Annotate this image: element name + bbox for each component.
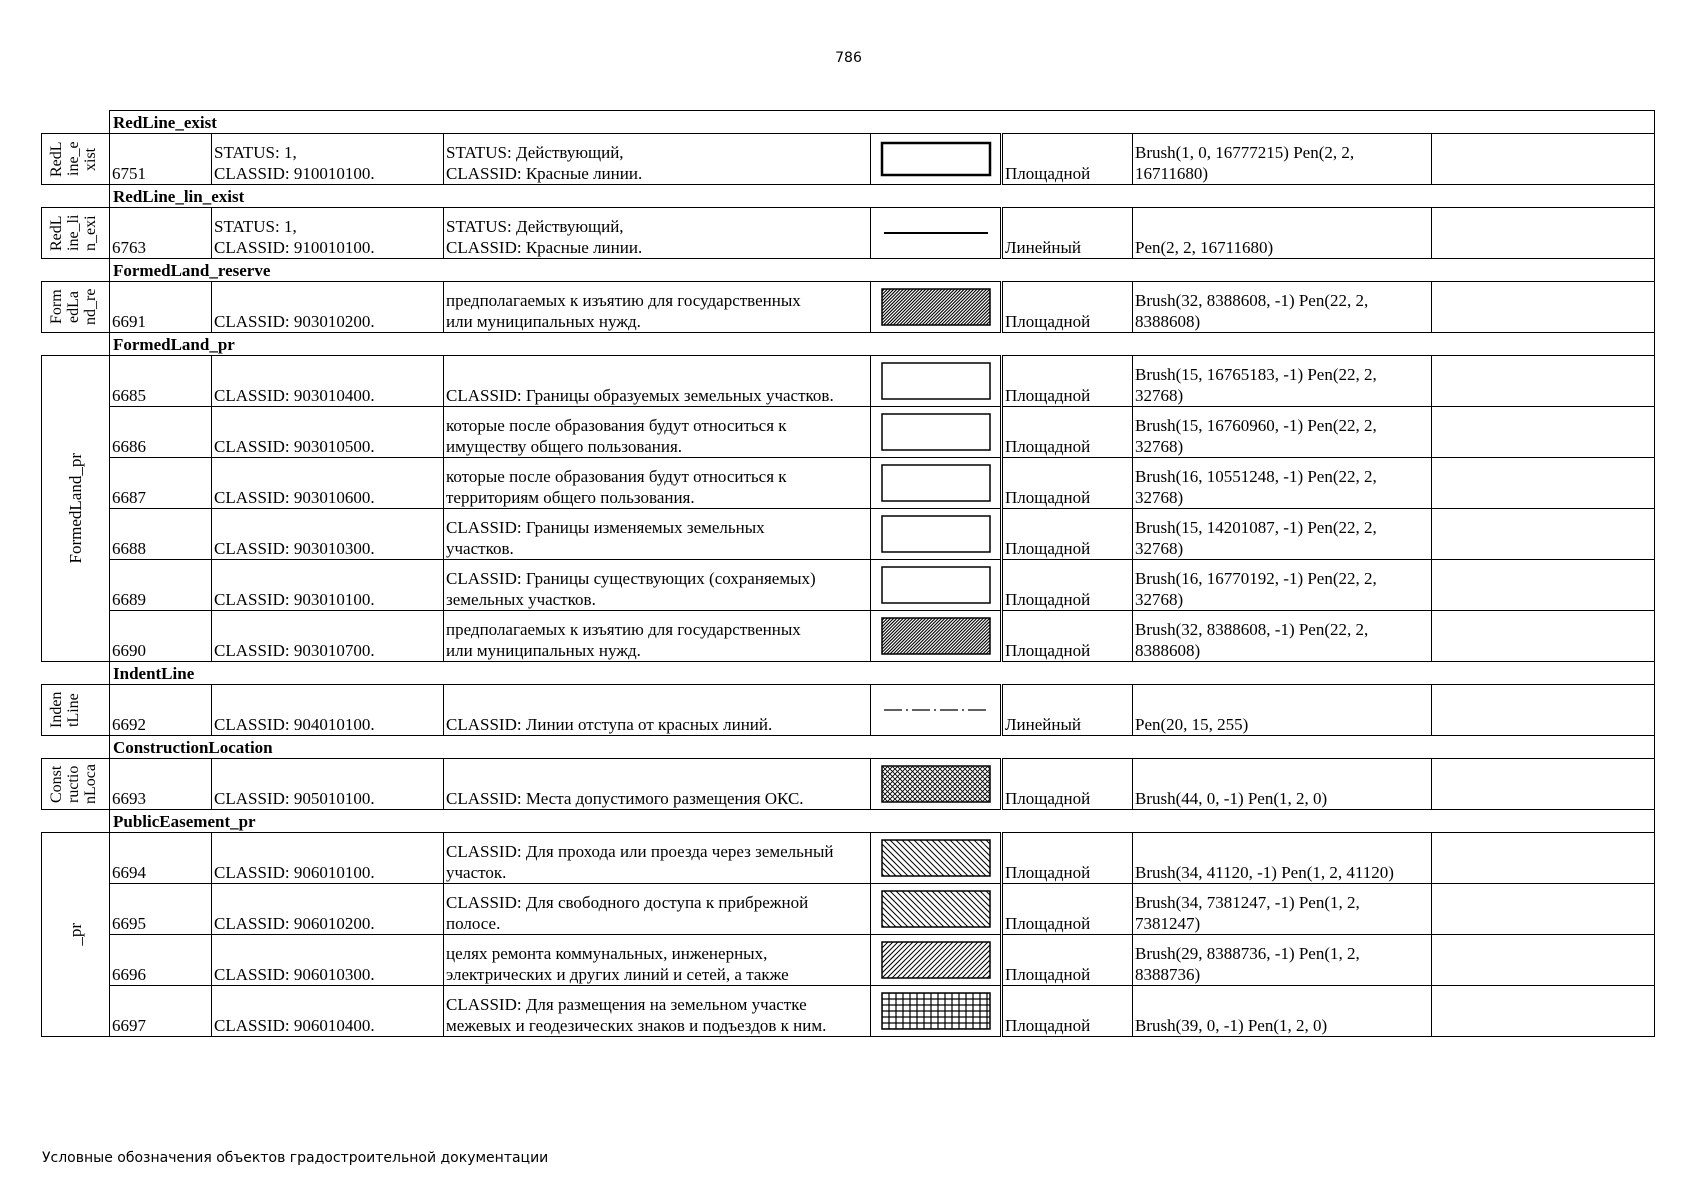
description-cell [444, 884, 871, 935]
table-row [42, 935, 1655, 986]
text-line: Brush(16, 16770192, -1) Pen(22, 2, [1135, 569, 1377, 588]
text-line: Brush(15, 16760960, -1) Pen(22, 2, [1135, 416, 1377, 435]
style-cell [1133, 134, 1432, 185]
description-cell [444, 407, 871, 458]
symbol-cell [871, 611, 1002, 662]
symbol-cell [871, 282, 1002, 333]
description-cell [444, 685, 871, 736]
text-line: 32768) [1135, 488, 1184, 507]
geometry-type-cell: Площадной [1002, 884, 1133, 935]
symbol-cell [871, 509, 1002, 560]
text-line: CLASSID: Места допустимого размещения ОКС. [446, 789, 804, 808]
style-cell [1133, 685, 1432, 736]
text-line: 8388608) [1135, 312, 1201, 331]
table-row [42, 208, 1655, 259]
symbol-cell [871, 356, 1002, 407]
text-line: CLASSID: Для прохода или проезда через земельный [446, 842, 834, 861]
text-line: CLASSID: Для свободного доступа к прибрежной [446, 893, 809, 912]
geometry-type-cell: Площадной [1002, 611, 1133, 662]
empty-cell [1432, 759, 1655, 810]
group-side-label-cell [42, 208, 110, 259]
table-row [42, 560, 1655, 611]
group-side-label-cell [42, 833, 110, 1037]
text-line: CLASSID: 910010100. [214, 164, 375, 183]
text-line: земельных участков. [446, 590, 596, 609]
text-line: CLASSID: 904010100. [214, 715, 375, 734]
text-line: Brush(32, 8388608, -1) Pen(22, 2, [1135, 291, 1369, 310]
geometry-type-cell: Линейный [1002, 685, 1133, 736]
table-row [42, 833, 1655, 884]
description-cell [444, 458, 871, 509]
attrs-cell [212, 884, 444, 935]
footer-caption: Условные обозначения объектов градостроительной документации [42, 1150, 549, 1166]
text-line: Brush(34, 41120, -1) Pen(1, 2, 41120) [1135, 863, 1394, 882]
symbol-cell [871, 833, 1002, 884]
group-header-row [42, 333, 1655, 356]
empty-cell [1432, 509, 1655, 560]
geometry-type-cell: Линейный [1002, 208, 1133, 259]
group-title: RedLine_exist [110, 111, 1655, 134]
text-line: или муниципальных нужд. [446, 641, 641, 660]
text-line: CLASSID: Красные линии. [446, 164, 643, 183]
text-line: Pen(2, 2, 16711680) [1135, 238, 1274, 257]
symbol-cell [871, 884, 1002, 935]
text-line: предполагаемых к изъятию для государственных [446, 291, 801, 310]
geometry-type-cell: Площадной [1002, 134, 1133, 185]
text-line: Brush(29, 8388736, -1) Pen(1, 2, [1135, 944, 1360, 963]
empty-cell [1432, 282, 1655, 333]
text-line: полосе. [446, 914, 501, 933]
text-line: Pen(20, 15, 255) [1135, 715, 1249, 734]
style-cell [1133, 986, 1432, 1037]
attrs-cell [212, 611, 444, 662]
geometry-type-cell: Площадной [1002, 282, 1133, 333]
text-line: CLASSID: 903010600. [214, 488, 375, 507]
style-cell [1133, 611, 1432, 662]
empty-cell [1432, 935, 1655, 986]
group-header-row [42, 111, 1655, 134]
text-line: 32768) [1135, 590, 1184, 609]
symbol-cell [871, 208, 1002, 259]
group-side-label-cell [42, 282, 110, 333]
code-cell: 6694 [110, 833, 212, 884]
text-line: 7381247) [1135, 914, 1201, 933]
style-cell [1133, 935, 1432, 986]
text-line: Brush(44, 0, -1) Pen(1, 2, 0) [1135, 789, 1328, 808]
symbol-cell [871, 560, 1002, 611]
group-side-label: Form edLa nd_re [47, 288, 99, 326]
attrs-cell [212, 407, 444, 458]
table-row [42, 282, 1655, 333]
description-cell [444, 833, 871, 884]
text-line: CLASSID: 903010100. [214, 590, 375, 609]
text-line: предполагаемых к изъятию для государственных [446, 620, 801, 639]
text-line: Brush(32, 8388608, -1) Pen(22, 2, [1135, 620, 1369, 639]
geometry-type-cell: Площадной [1002, 356, 1133, 407]
group-side-label: RedL ine_e xist [47, 141, 99, 177]
description-cell [444, 208, 871, 259]
rect-plain-symbol-icon [880, 412, 992, 452]
attrs-cell [212, 356, 444, 407]
description-cell [444, 356, 871, 407]
style-cell [1133, 458, 1432, 509]
geometry-type-cell: Площадной [1002, 407, 1133, 458]
symbol-cell [871, 134, 1002, 185]
hatch-dense-symbol-icon [880, 616, 992, 656]
text-line: STATUS: 1, [214, 217, 297, 236]
empty-cell [1432, 833, 1655, 884]
geometry-type-cell: Площадной [1002, 935, 1133, 986]
text-line: которые после образования будут относиться к [446, 416, 787, 435]
description-cell [444, 509, 871, 560]
page-number: 786 [835, 50, 862, 66]
text-line: CLASSID: Для размещения на земельном участке [446, 995, 807, 1014]
code-cell: 6695 [110, 884, 212, 935]
group-header-row [42, 810, 1655, 833]
code-cell: 6687 [110, 458, 212, 509]
line-solid-symbol-icon [880, 213, 992, 253]
symbol-cell [871, 407, 1002, 458]
attrs-cell [212, 458, 444, 509]
description-cell [444, 560, 871, 611]
group-side-label-cell [42, 685, 110, 736]
group-header-spacer [42, 736, 110, 759]
attrs-cell [212, 833, 444, 884]
geometry-type-cell: Площадной [1002, 458, 1133, 509]
text-line: STATUS: Действующий, [446, 217, 624, 236]
table-row [42, 986, 1655, 1037]
description-cell [444, 986, 871, 1037]
geometry-type-cell: Площадной [1002, 986, 1133, 1037]
group-title: FormedLand_pr [110, 333, 1655, 356]
code-cell: 6697 [110, 986, 212, 1037]
rect-double-symbol-icon [880, 139, 992, 179]
hatch-dense-symbol-icon [880, 287, 992, 327]
text-line: CLASSID: 906010100. [214, 863, 375, 882]
group-title: ConstructionLocation [110, 736, 1655, 759]
group-side-label-cell [42, 759, 110, 810]
text-line: CLASSID: 903010500. [214, 437, 375, 456]
description-cell [444, 134, 871, 185]
code-cell: 6686 [110, 407, 212, 458]
crosshatch-symbol-icon [880, 764, 992, 804]
group-side-label-cell [42, 356, 110, 662]
empty-cell [1432, 884, 1655, 935]
code-cell: 6751 [110, 134, 212, 185]
rect-plain-symbol-icon [880, 463, 992, 503]
group-side-label-cell [42, 134, 110, 185]
group-header-spacer [42, 111, 110, 134]
table-row [42, 685, 1655, 736]
code-cell: 6685 [110, 356, 212, 407]
group-side-label: RedL ine_li n_exi [47, 214, 99, 252]
code-cell: 6689 [110, 560, 212, 611]
empty-cell [1432, 986, 1655, 1037]
group-header-spacer [42, 662, 110, 685]
group-header-spacer [42, 333, 110, 356]
text-line: 32768) [1135, 539, 1184, 558]
symbol-cell [871, 458, 1002, 509]
description-cell [444, 759, 871, 810]
code-cell: 6690 [110, 611, 212, 662]
group-side-label: FormedLand_pr [65, 453, 85, 564]
style-cell [1133, 560, 1432, 611]
group-header-row [42, 185, 1655, 208]
group-title: RedLine_lin_exist [110, 185, 1655, 208]
group-title: FormedLand_reserve [110, 259, 1655, 282]
group-side-label: _pr [65, 923, 85, 946]
text-line: Brush(1, 0, 16777215) Pen(2, 2, [1135, 143, 1355, 162]
code-cell: 6693 [110, 759, 212, 810]
grid-symbol-icon [880, 991, 992, 1031]
group-header-row [42, 259, 1655, 282]
style-cell [1133, 759, 1432, 810]
text-line: имуществу общего пользования. [446, 437, 683, 456]
empty-cell [1432, 208, 1655, 259]
text-line: CLASSID: Линии отступа от красных линий. [446, 715, 773, 734]
text-line: или муниципальных нужд. [446, 312, 641, 331]
style-cell [1133, 282, 1432, 333]
attrs-cell [212, 509, 444, 560]
text-line: STATUS: 1, [214, 143, 297, 162]
text-line: CLASSID: 906010300. [214, 965, 375, 984]
table-row [42, 509, 1655, 560]
symbol-cell [871, 685, 1002, 736]
attrs-cell [212, 986, 444, 1037]
table-row [42, 134, 1655, 185]
attrs-cell [212, 935, 444, 986]
style-cell [1133, 356, 1432, 407]
group-title: PublicEasement_pr [110, 810, 1655, 833]
text-line: Brush(34, 7381247, -1) Pen(1, 2, [1135, 893, 1360, 912]
rect-plain-symbol-icon [880, 514, 992, 554]
description-cell [444, 611, 871, 662]
text-line: CLASSID: 906010200. [214, 914, 375, 933]
geometry-type-cell: Площадной [1002, 560, 1133, 611]
table-row [42, 458, 1655, 509]
text-line: CLASSID: Границы изменяемых земельных [446, 518, 765, 537]
text-line: STATUS: Действующий, [446, 143, 624, 162]
group-title: IndentLine [110, 662, 1655, 685]
table-row [42, 407, 1655, 458]
rect-plain-symbol-icon [880, 361, 992, 401]
code-cell: 6691 [110, 282, 212, 333]
text-line: 8388736) [1135, 965, 1201, 984]
text-line: CLASSID: Границы образуемых земельных участков. [446, 386, 834, 405]
text-line: CLASSID: Красные линии. [446, 238, 643, 257]
text-line: целях ремонта коммунальных, инженерных, [446, 944, 768, 963]
attrs-cell [212, 560, 444, 611]
attrs-cell [212, 208, 444, 259]
empty-cell [1432, 560, 1655, 611]
text-line: CLASSID: 903010300. [214, 539, 375, 558]
text-line: участков. [446, 539, 514, 558]
text-line: 8388608) [1135, 641, 1201, 660]
group-header-row [42, 662, 1655, 685]
table-row [42, 759, 1655, 810]
geometry-type-cell: Площадной [1002, 759, 1133, 810]
empty-cell [1432, 407, 1655, 458]
style-cell [1133, 509, 1432, 560]
text-line: электрических и других линий и сетей, а также [446, 965, 789, 984]
empty-cell [1432, 458, 1655, 509]
style-cell [1133, 208, 1432, 259]
group-header-spacer [42, 185, 110, 208]
text-line: территориям общего пользования. [446, 488, 695, 507]
empty-cell [1432, 685, 1655, 736]
empty-cell [1432, 356, 1655, 407]
attrs-cell [212, 282, 444, 333]
group-side-label: Inden tLine [47, 691, 82, 729]
text-line: 16711680) [1135, 164, 1209, 183]
text-line: Brush(15, 14201087, -1) Pen(22, 2, [1135, 518, 1377, 537]
table-row [42, 611, 1655, 662]
text-line: CLASSID: Границы существующих (сохраняемых) [446, 569, 816, 588]
style-cell [1133, 884, 1432, 935]
hatch-fwd-symbol-icon [880, 940, 992, 980]
attrs-cell [212, 134, 444, 185]
attrs-cell [212, 685, 444, 736]
text-line: CLASSID: 906010400. [214, 1016, 375, 1035]
group-header-row [42, 736, 1655, 759]
style-cell [1133, 407, 1432, 458]
code-cell: 6696 [110, 935, 212, 986]
text-line: межевых и геодезических знаков и подъездов к ним. [446, 1016, 827, 1035]
text-line: 32768) [1135, 437, 1184, 456]
empty-cell [1432, 134, 1655, 185]
group-side-label: Const ructio nLoca [47, 764, 99, 804]
text-line: 32768) [1135, 386, 1184, 405]
legend-table [41, 110, 1655, 1037]
table-row [42, 356, 1655, 407]
description-cell [444, 282, 871, 333]
symbol-cell [871, 759, 1002, 810]
text-line: CLASSID: 905010100. [214, 789, 375, 808]
code-cell: 6688 [110, 509, 212, 560]
text-line: CLASSID: 903010200. [214, 312, 375, 331]
table-row [42, 884, 1655, 935]
description-cell [444, 935, 871, 986]
geometry-type-cell: Площадной [1002, 509, 1133, 560]
hatch-back-symbol-icon [880, 889, 992, 929]
text-line: CLASSID: 903010700. [214, 641, 375, 660]
code-cell: 6692 [110, 685, 212, 736]
line-dashdot-symbol-icon [880, 690, 992, 730]
group-header-spacer [42, 259, 110, 282]
geometry-type-cell: Площадной [1002, 833, 1133, 884]
text-line: Brush(16, 10551248, -1) Pen(22, 2, [1135, 467, 1377, 486]
symbol-cell [871, 986, 1002, 1037]
text-line: CLASSID: 903010400. [214, 386, 375, 405]
text-line: участок. [446, 863, 507, 882]
hatch-back-symbol-icon [880, 838, 992, 878]
rect-plain-symbol-icon [880, 565, 992, 605]
text-line: CLASSID: 910010100. [214, 238, 375, 257]
attrs-cell [212, 759, 444, 810]
text-line: Brush(15, 16765183, -1) Pen(22, 2, [1135, 365, 1377, 384]
symbol-cell [871, 935, 1002, 986]
group-header-spacer [42, 810, 110, 833]
text-line: которые после образования будут относиться к [446, 467, 787, 486]
style-cell [1133, 833, 1432, 884]
text-line: Brush(39, 0, -1) Pen(1, 2, 0) [1135, 1016, 1328, 1035]
empty-cell [1432, 611, 1655, 662]
code-cell: 6763 [110, 208, 212, 259]
